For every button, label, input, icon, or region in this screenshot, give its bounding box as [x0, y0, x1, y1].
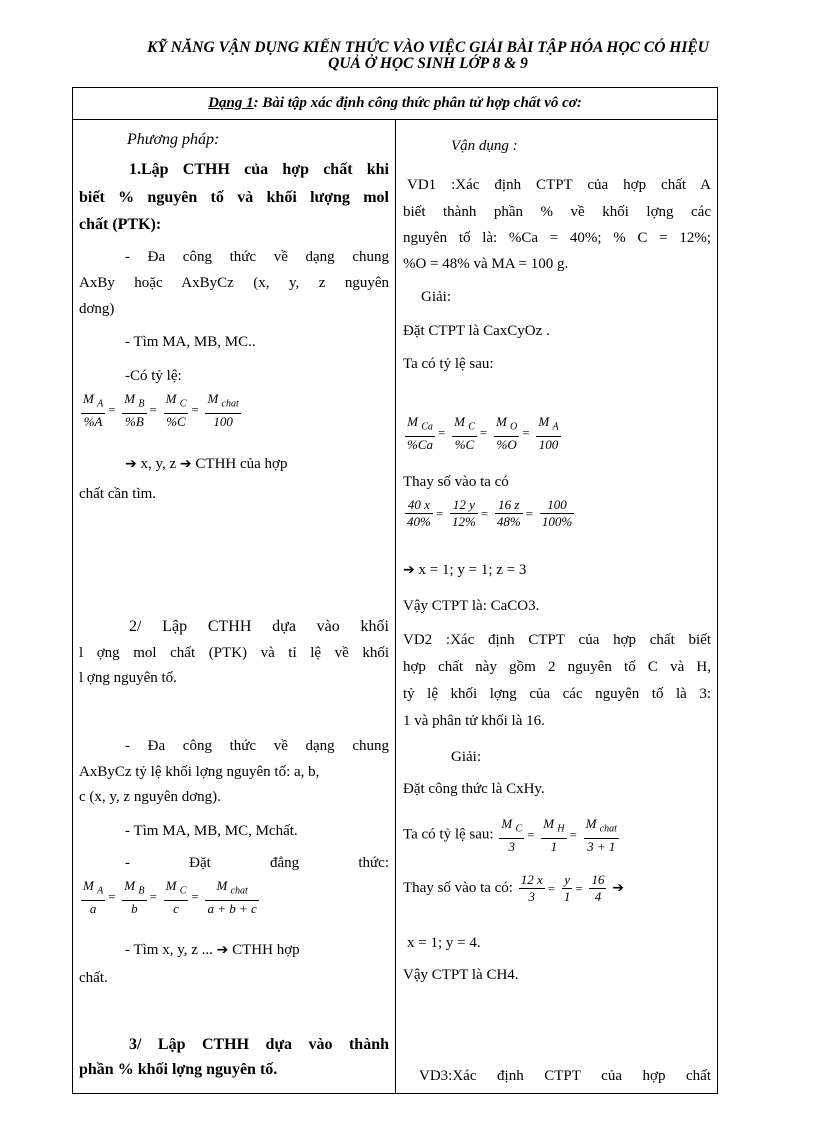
- p5-line-1: - Đa công thức về dạng chung: [125, 738, 389, 754]
- vd2-line-3: tỷ lệ khối lợng của các nguyên tố là 3:: [403, 686, 711, 702]
- arrow-icon: ➔: [179, 456, 192, 472]
- p7: - Đặt đẳng thức:: [125, 855, 389, 871]
- ratio-formula-2: $\frac{M _A}{a}$ = $\frac{M _B}{b}$ = $\frac{M _C}{c}$ = $\frac{M _{chat}}{a + b + c}$: [83, 878, 257, 916]
- arrow-icon: ➔: [125, 456, 137, 472]
- section-1-line-1: 1.Lập CTHH của hợp chất khi: [129, 161, 389, 178]
- dat-2: Đặt công thức là CxHy.: [403, 781, 545, 797]
- ratio-formula-3: $\frac{M _{Ca}}{\%Ca}$ = $\frac{M _C}{\%C}$ = $\frac{M _O}{\%O}$ = $\frac{M _A}{100}$: [407, 414, 559, 452]
- p4-line-1: ➔ x, y, z ➔ CTHH của hợp: [125, 456, 288, 472]
- title-line-2: QUẢ Ở HỌC SINH LỚP 8 & 9: [328, 55, 528, 72]
- section-1-line-3: chất (PTK):: [79, 216, 162, 233]
- p8-line-1: - Tìm x, y, z ... ➔ CTHH hợp: [125, 942, 300, 958]
- vd1-line-3: nguyên tố là: %Ca = 40%; % C = 12%;: [403, 230, 711, 246]
- vd3-line-1: VD3:Xác định CTPT của hợp chất: [419, 1068, 711, 1084]
- section-3-line-1: 3/ Lập CTHH dựa vào thành: [129, 1036, 389, 1053]
- thay-2: Thay số vào ta có: $\frac{12 x}{3}$ = $\frac{y}{1}$ = $\frac{16}{4}$ ➔: [403, 872, 624, 904]
- ty-le-2: Ta có tỷ lệ sau: $\frac{M _C}{3}$ = $\frac{M _H}{1}$ = $\frac{M _{chat}}{3 + 1}$: [403, 816, 617, 854]
- p3: -Có tỷ lệ:: [125, 368, 182, 384]
- p1-line-3: dơng): [79, 301, 115, 317]
- document-title: [60, 40, 796, 72]
- section-2-line-2: l ợng mol chất (PTK) và tỉ lệ về khối: [79, 645, 389, 661]
- section-1-line-2: biết % nguyên tố và khối lượng mol: [79, 189, 389, 206]
- p6: - Tìm MA, MB, MC, Mchất.: [125, 823, 298, 839]
- p1-line-1: - Đa công thức về dạng chung: [125, 249, 389, 265]
- ty-le-1: Ta có tỷ lệ sau:: [403, 356, 494, 372]
- section-3-line-2: phần % khối lợng nguyên tố.: [79, 1061, 278, 1078]
- giai-1: Giải:: [421, 289, 451, 305]
- vd2-line-4: 1 và phân tử khối là 16.: [403, 713, 545, 729]
- arrow-icon: ➔: [612, 879, 624, 896]
- substitution-formula-1: $\frac{40 x}{40\%}$ = $\frac{12 y}{12\%}$ = $\frac{16 z}{48\%}$ = $\frac{100}{100\%}$: [407, 497, 573, 529]
- p2: - Tìm MA, MB, MC..: [125, 334, 256, 350]
- p8-line-2: chất.: [79, 970, 108, 986]
- title-line-1: KỸ NĂNG VẬN DỤNG KIẾN THỨC VÀO VIỆC GIẢI BÀI TẬP HÓA HỌC CÓ HIỆU: [147, 39, 709, 56]
- arrow-icon: ➔: [403, 562, 415, 578]
- p4-line-2: chất cần tìm.: [79, 486, 157, 502]
- vay-1: Vậy CTPT là: CaCO3.: [403, 598, 540, 614]
- vd1-line-2: biết thành phần % về khối lợng các: [403, 204, 711, 220]
- vay-2: Vậy CTPT là CH4.: [403, 967, 519, 983]
- van-dung-label: Vận dụng :: [451, 138, 518, 154]
- result-2: x = 1; y = 4.: [407, 935, 481, 951]
- section-2-line-3: l ợng nguyên tố.: [79, 670, 177, 686]
- p5-line-2: AxByCz tỷ lệ khối lợng nguyên tố: a, b,: [79, 764, 320, 780]
- dat-1: Đặt CTPT là CaxCyOz .: [403, 323, 550, 339]
- result-1: ➔ x = 1; y = 1; z = 3: [403, 562, 527, 578]
- arrow-icon: ➔: [216, 942, 229, 958]
- thay-1: Thay số vào ta có: [403, 474, 509, 490]
- vd1-line-4: %O = 48% và MA = 100 g.: [403, 256, 569, 272]
- ratio-formula-1: $\frac{M _A}{\%A}$ = $\frac{M _B}{\%B}$ = $\frac{M _C}{\%C}$ = $\frac{M _{chat}}{100}$: [83, 391, 239, 429]
- header-text: : Bài tập xác định công thức phân tử hợp chất vô cơ:: [253, 95, 582, 111]
- section-2-line-1: 2/ Lập CTHH dựa vào khối: [129, 618, 389, 635]
- giai-2: Giải:: [451, 749, 481, 765]
- vd1-line-1: VD1 :Xác định CTPT của hợp chất A: [407, 177, 711, 193]
- phuong-phap-label: Phương pháp:: [127, 131, 220, 148]
- table-header: [73, 88, 717, 120]
- vd2-line-2: hợp chất này gồm 2 nguyên tố C và H,: [403, 659, 711, 675]
- header-label: Dạng 1: [208, 95, 254, 111]
- p1-line-2: AxBy hoặc AxByCz (x, y, z nguyên: [79, 275, 389, 291]
- p5-line-3: c (x, y, z nguyên dơng).: [79, 789, 221, 805]
- content-table: [72, 87, 718, 1094]
- vd2-line-1: VD2 :Xác định CTPT của hợp chất biết: [403, 632, 711, 648]
